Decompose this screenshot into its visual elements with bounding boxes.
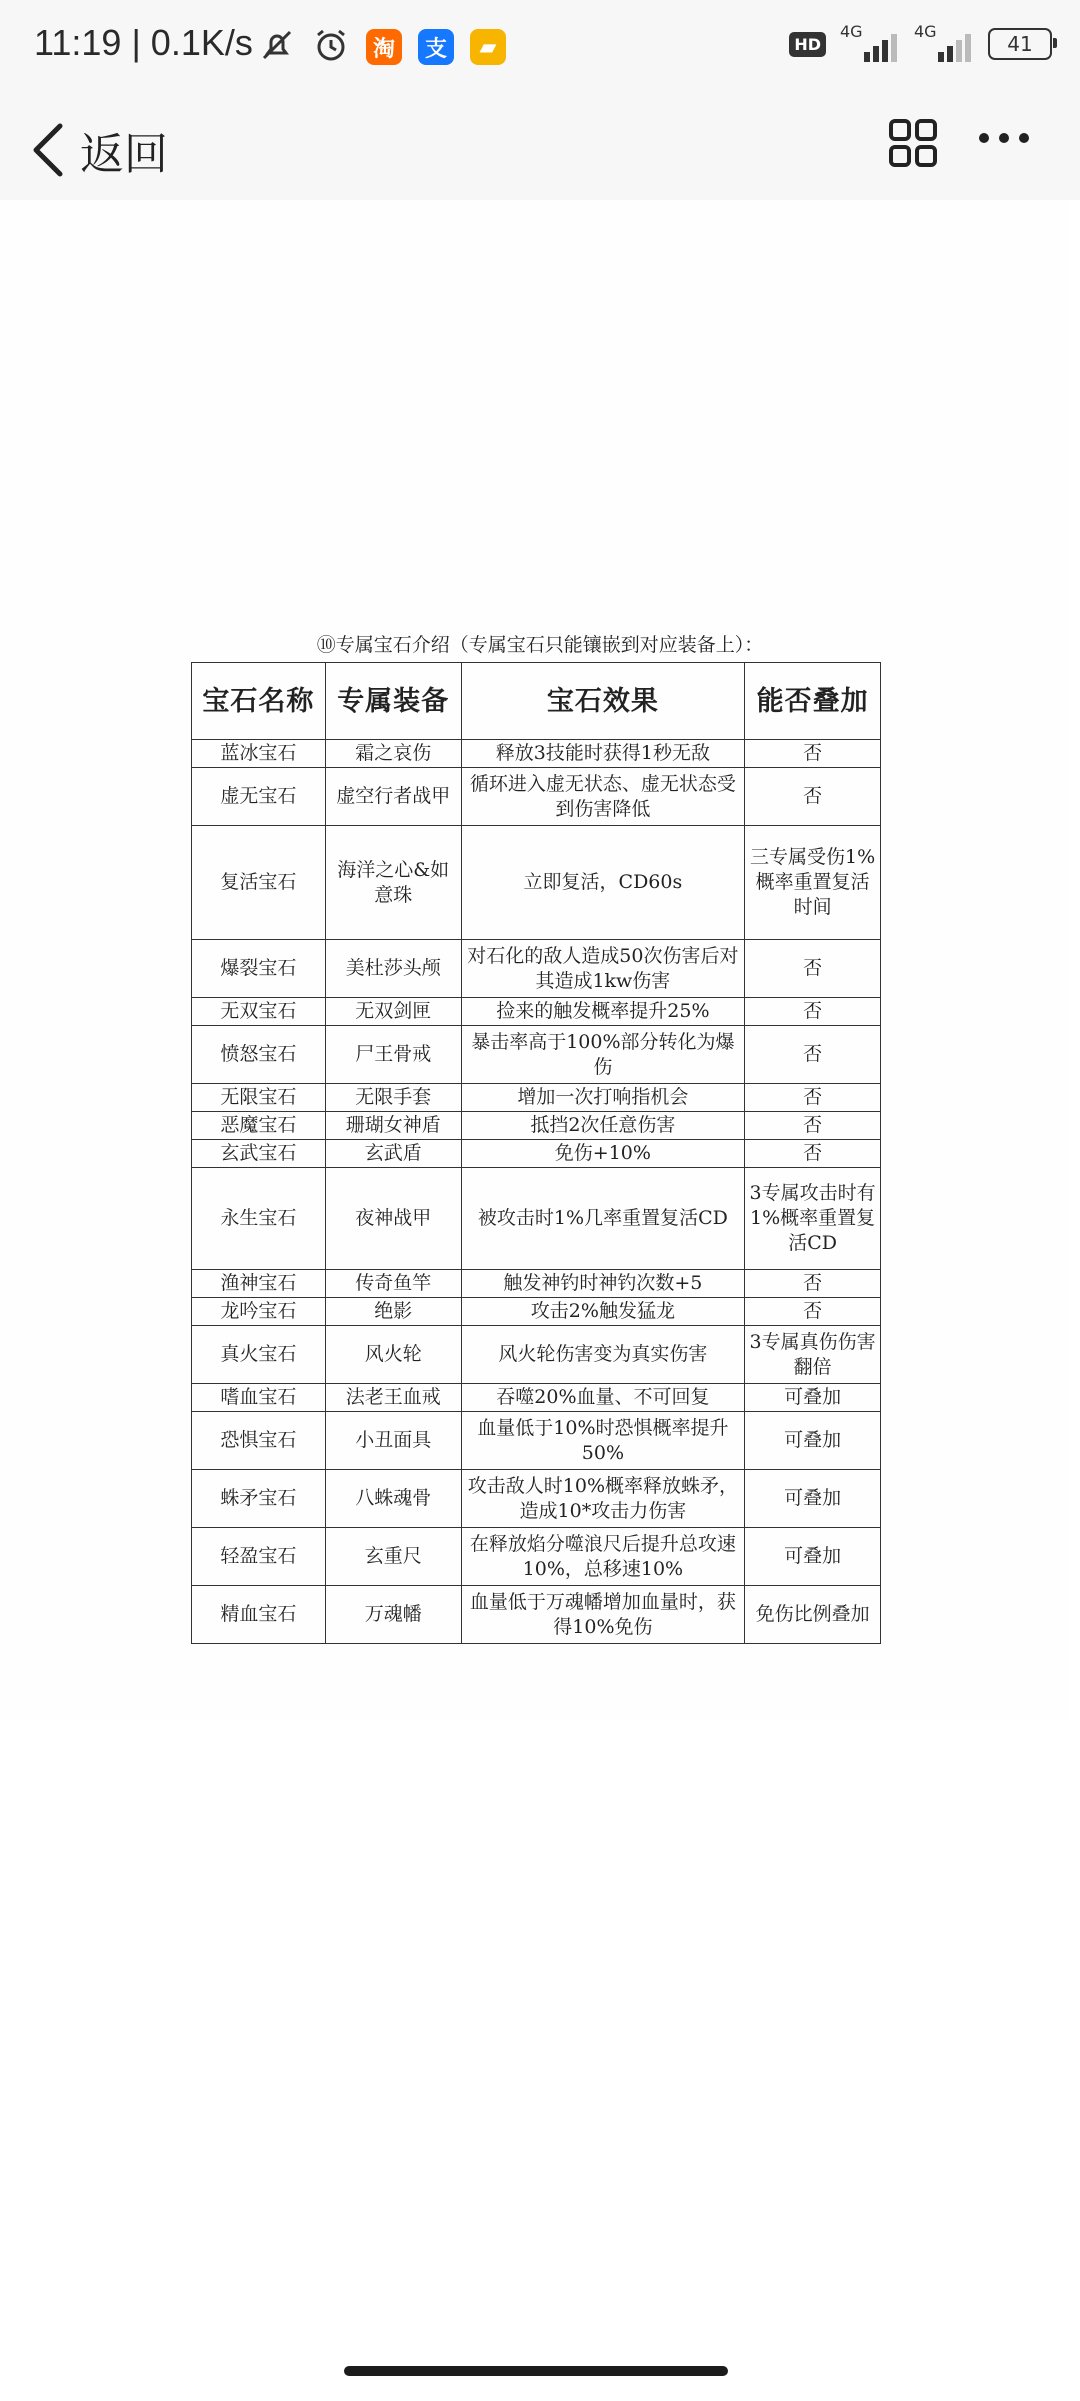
cell-equipment: 万魂幡 — [325, 1586, 461, 1644]
cell-equipment: 美杜莎头颅 — [325, 940, 461, 998]
cell-equipment: 玄武盾 — [325, 1140, 461, 1168]
cell-equipment: 无限手套 — [325, 1084, 461, 1112]
gem-table — [191, 662, 881, 1644]
table-row — [192, 1168, 881, 1270]
back-label: 返回 — [80, 129, 168, 180]
cell-gem-name: 轻盈宝石 — [192, 1528, 326, 1586]
cell-gem-name: 无限宝石 — [192, 1084, 326, 1112]
table-row — [192, 1026, 881, 1084]
cell-stackable: 否 — [745, 1112, 881, 1140]
cell-gem-name: 渔神宝石 — [192, 1270, 326, 1298]
status-separator: | — [131, 22, 151, 63]
cell-stackable: 否 — [745, 998, 881, 1026]
cell-stackable: 三专属受伤1%概率重置复活时间 — [745, 826, 881, 940]
taobao-icon: 淘 — [366, 29, 402, 65]
cell-effect: 攻击2%触发猛龙 — [461, 1298, 745, 1326]
header-stackable: 能否叠加 — [745, 663, 881, 740]
table-row — [192, 940, 881, 998]
mute-bell-icon — [258, 26, 296, 68]
header-equipment: 专属装备 — [325, 663, 461, 740]
cell-equipment: 玄重尺 — [325, 1528, 461, 1586]
status-bar — [0, 0, 1080, 100]
cell-gem-name: 嗜血宝石 — [192, 1384, 326, 1412]
cell-effect: 循环进入虚无状态、虚无状态受到伤害降低 — [461, 768, 745, 826]
cell-equipment: 法老王血戒 — [325, 1384, 461, 1412]
more-icon[interactable] — [976, 128, 1032, 152]
battery-level: 41 — [1007, 32, 1033, 56]
table-row — [192, 826, 881, 940]
cell-stackable: 可叠加 — [745, 1412, 881, 1470]
grid-icon[interactable] — [888, 118, 938, 172]
cell-equipment: 珊瑚女神盾 — [325, 1112, 461, 1140]
cell-stackable: 否 — [745, 1298, 881, 1326]
cell-equipment: 无双剑匣 — [325, 998, 461, 1026]
alarm-icon — [312, 26, 350, 68]
cell-stackable: 否 — [745, 1026, 881, 1084]
cell-stackable: 否 — [745, 1140, 881, 1168]
alipay-icon: 支 — [418, 29, 454, 65]
cell-stackable: 否 — [745, 740, 881, 768]
table-row — [192, 1470, 881, 1528]
table-row — [192, 1326, 881, 1384]
table-row — [192, 1528, 881, 1586]
battery-icon — [988, 28, 1052, 60]
table-row — [192, 1586, 881, 1644]
cell-effect: 立即复活，CD60s — [461, 826, 745, 940]
status-notification-icons — [258, 26, 506, 68]
cell-effect: 捡来的触发概率提升25% — [461, 998, 745, 1026]
table-row — [192, 1270, 881, 1298]
cell-equipment: 尸王骨戒 — [325, 1026, 461, 1084]
cell-gem-name: 愤怒宝石 — [192, 1026, 326, 1084]
signal-icon-2: 4G — [914, 26, 974, 62]
cell-effect: 免伤+10% — [461, 1140, 745, 1168]
table-row — [192, 1298, 881, 1326]
cell-effect: 在释放焰分噬浪尺后提升总攻速10%，总移速10% — [461, 1528, 745, 1586]
cell-effect: 被攻击时1%几率重置复活CD — [461, 1168, 745, 1270]
cell-stackable: 可叠加 — [745, 1384, 881, 1412]
table-row — [192, 740, 881, 768]
cell-equipment: 海洋之心&如意珠 — [325, 826, 461, 940]
cell-gem-name: 真火宝石 — [192, 1326, 326, 1384]
cell-effect: 增加一次打响指机会 — [461, 1084, 745, 1112]
cell-equipment: 风火轮 — [325, 1326, 461, 1384]
cell-gem-name: 精血宝石 — [192, 1586, 326, 1644]
table-row — [192, 1140, 881, 1168]
cell-gem-name: 无双宝石 — [192, 998, 326, 1026]
status-system-icons — [789, 22, 1052, 62]
cell-effect: 触发神钓时神钓次数+5 — [461, 1270, 745, 1298]
cell-equipment: 传奇鱼竿 — [325, 1270, 461, 1298]
cell-stackable: 否 — [745, 940, 881, 998]
table-header-row — [192, 663, 881, 740]
header-gem-name: 宝石名称 — [192, 663, 326, 740]
cell-stackable: 可叠加 — [745, 1528, 881, 1586]
cell-gem-name: 复活宝石 — [192, 826, 326, 940]
cell-effect: 血量低于万魂幡增加血量时，获得10%免伤 — [461, 1586, 745, 1644]
cell-equipment: 绝影 — [325, 1298, 461, 1326]
header-effect: 宝石效果 — [461, 663, 745, 740]
signal-icon-1: 4G — [840, 26, 900, 62]
cell-effect: 攻击敌人时10%概率释放蛛矛，造成10*攻击力伤害 — [461, 1470, 745, 1528]
cell-stackable: 否 — [745, 1084, 881, 1112]
cell-effect: 释放3技能时获得1秒无敌 — [461, 740, 745, 768]
notes-app-icon: ▰ — [470, 29, 506, 65]
cell-stackable: 3专属攻击时有1%概率重置复活CD — [745, 1168, 881, 1270]
table-row — [192, 1084, 881, 1112]
cell-gem-name: 恐惧宝石 — [192, 1412, 326, 1470]
cell-stackable: 可叠加 — [745, 1470, 881, 1528]
status-time: 11:19 — [34, 22, 122, 63]
cell-equipment: 八蛛魂骨 — [325, 1470, 461, 1528]
cell-effect: 抵挡2次任意伤害 — [461, 1112, 745, 1140]
cell-effect: 风火轮伤害变为真实伤害 — [461, 1326, 745, 1384]
table-row — [192, 1384, 881, 1412]
chevron-left-icon — [30, 122, 66, 178]
cell-gem-name: 永生宝石 — [192, 1168, 326, 1270]
table-row — [192, 998, 881, 1026]
cell-gem-name: 爆裂宝石 — [192, 940, 326, 998]
cell-equipment: 小丑面具 — [325, 1412, 461, 1470]
status-net-speed: 0.1K/s — [150, 22, 253, 63]
cell-gem-name: 蓝冰宝石 — [192, 740, 326, 768]
table-row — [192, 1412, 881, 1470]
cell-effect: 暴击率高于100%部分转化为爆伤 — [461, 1026, 745, 1084]
cell-effect: 吞噬20%血量、不可回复 — [461, 1384, 745, 1412]
cell-equipment: 夜神战甲 — [325, 1168, 461, 1270]
back-button[interactable] — [30, 118, 168, 182]
document-caption: ⑩专属宝石介绍（专属宝石只能镶嵌到对应装备上）： — [316, 634, 764, 656]
cell-gem-name: 虚无宝石 — [192, 768, 326, 826]
home-indicator[interactable] — [344, 2366, 728, 2376]
cell-gem-name: 玄武宝石 — [192, 1140, 326, 1168]
status-time-speed — [34, 22, 253, 64]
cell-stackable: 3专属真伤伤害翻倍 — [745, 1326, 881, 1384]
cell-stackable: 否 — [745, 768, 881, 826]
cell-effect: 对石化的敌人造成50次伤害后对其造成1kw伤害 — [461, 940, 745, 998]
table-row — [192, 1112, 881, 1140]
table-row — [192, 768, 881, 826]
cell-equipment: 霜之哀伤 — [325, 740, 461, 768]
cell-gem-name: 龙吟宝石 — [192, 1298, 326, 1326]
cell-stackable: 否 — [745, 1270, 881, 1298]
cell-stackable: 免伤比例叠加 — [745, 1586, 881, 1644]
cell-gem-name: 恶魔宝石 — [192, 1112, 326, 1140]
cell-effect: 血量低于10%时恐惧概率提升50% — [461, 1412, 745, 1470]
hd-icon: HD — [789, 32, 826, 57]
cell-gem-name: 蛛矛宝石 — [192, 1470, 326, 1528]
cell-equipment: 虚空行者战甲 — [325, 768, 461, 826]
